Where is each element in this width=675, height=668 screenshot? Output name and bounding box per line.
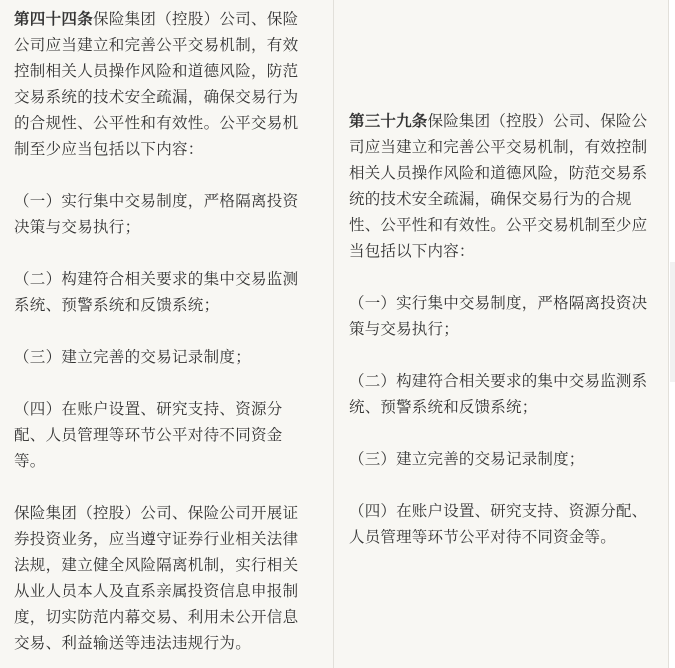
list-item: （二）构建符合相关要求的集中交易监测系统、预警系统和反馈系统； bbox=[14, 270, 299, 314]
article-paragraph bbox=[349, 108, 650, 264]
list-item: （三）建立完善的交易记录制度； bbox=[14, 348, 252, 366]
scroll-shadow bbox=[670, 262, 675, 382]
list-item: （三）建立完善的交易记录制度； bbox=[349, 450, 585, 468]
list-item: （四）在账户设置、研究支持、资源分配、人员管理等环节公平对待不同资金等。 bbox=[349, 502, 648, 546]
additional-paragraph: 保险集团（控股）公司、保险公司开展证券投资业务，应当遵守证券行业相关法律法规，建立健全风险隔离机制，实行相关从业人员本人及直系亲属投资信息申报制度，切实防范内幕交易、利用未公开信息交易、利益输送等违法违规行为。 bbox=[14, 504, 299, 652]
list-item: （二）构建符合相关要求的集中交易监测系统、预警系统和反馈系统； bbox=[349, 372, 648, 416]
original-article-cell bbox=[334, 0, 668, 668]
article-body: 保险集团（控股）公司、保险公司应当建立和完善公平交易机制，有效控制相关人员操作风险和道德风险，防范交易系统的技术安全疏漏，确保交易行为的合规性、公平性和有效性。公平交易机制至少应当包括以下内容： bbox=[14, 10, 299, 158]
revised-article-cell bbox=[0, 0, 333, 668]
list-item: （一）实行集中交易制度，严格隔离投资决策与交易执行； bbox=[349, 294, 648, 338]
list-item: （一）实行集中交易制度，严格隔离投资决策与交易执行； bbox=[14, 192, 299, 236]
list-item: （四）在账户设置、研究支持、资源分配、人员管理等环节公平对待不同资金等。 bbox=[14, 400, 283, 470]
article-number: 第三十九条 bbox=[349, 112, 428, 130]
article-number: 第四十四条 bbox=[14, 10, 94, 28]
article-body: 保险集团（控股）公司、保险公司应当建立和完善公平交易机制，有效控制相关人员操作风险和道德风险，防范交易系统的技术安全疏漏，确保交易行为的合规性、公平性和有效性。公平交易机制至少应当包括以下内容： bbox=[349, 112, 648, 260]
article-paragraph bbox=[14, 6, 311, 162]
